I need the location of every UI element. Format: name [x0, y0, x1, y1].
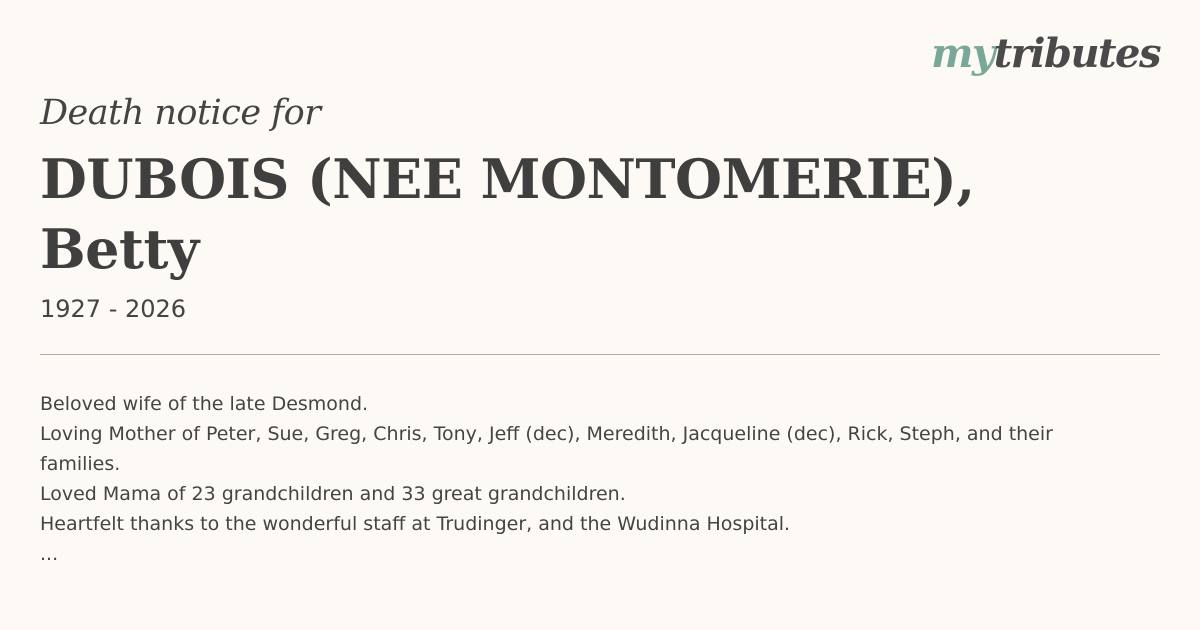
life-years: 1927 - 2026 [40, 295, 187, 323]
deceased-name [40, 144, 1040, 284]
notice-body-line: Beloved wife of the late Desmond. [40, 393, 369, 415]
notice-body-line: Heartfelt thanks to the wonderful staff at Trudinger, and the Wudinna Hospital. [40, 513, 791, 535]
divider [40, 354, 1160, 355]
logo-my: my [931, 30, 994, 77]
logo-tributes: tributes [993, 30, 1160, 77]
notice-subtitle: Death notice for [40, 93, 321, 133]
notice-header [40, 92, 1040, 324]
notice-body-line: Loving Mother of Peter, Sue, Greg, Chris, Tony, Jeff (dec), Meredith, Jacqueline (dec), Rick, Steph, and their families. [40, 423, 1053, 475]
mytributes-logo [931, 30, 1160, 77]
notice-body [40, 389, 1120, 569]
notice-body-ellipsis: ... [40, 543, 59, 565]
notice-body-line: Loved Mama of 23 grandchildren and 33 great grandchildren. [40, 483, 626, 505]
deceased-name-line2: Betty [40, 217, 199, 281]
deceased-name-line1: DUBOIS (NEE MONTOMERIE), [40, 147, 975, 211]
